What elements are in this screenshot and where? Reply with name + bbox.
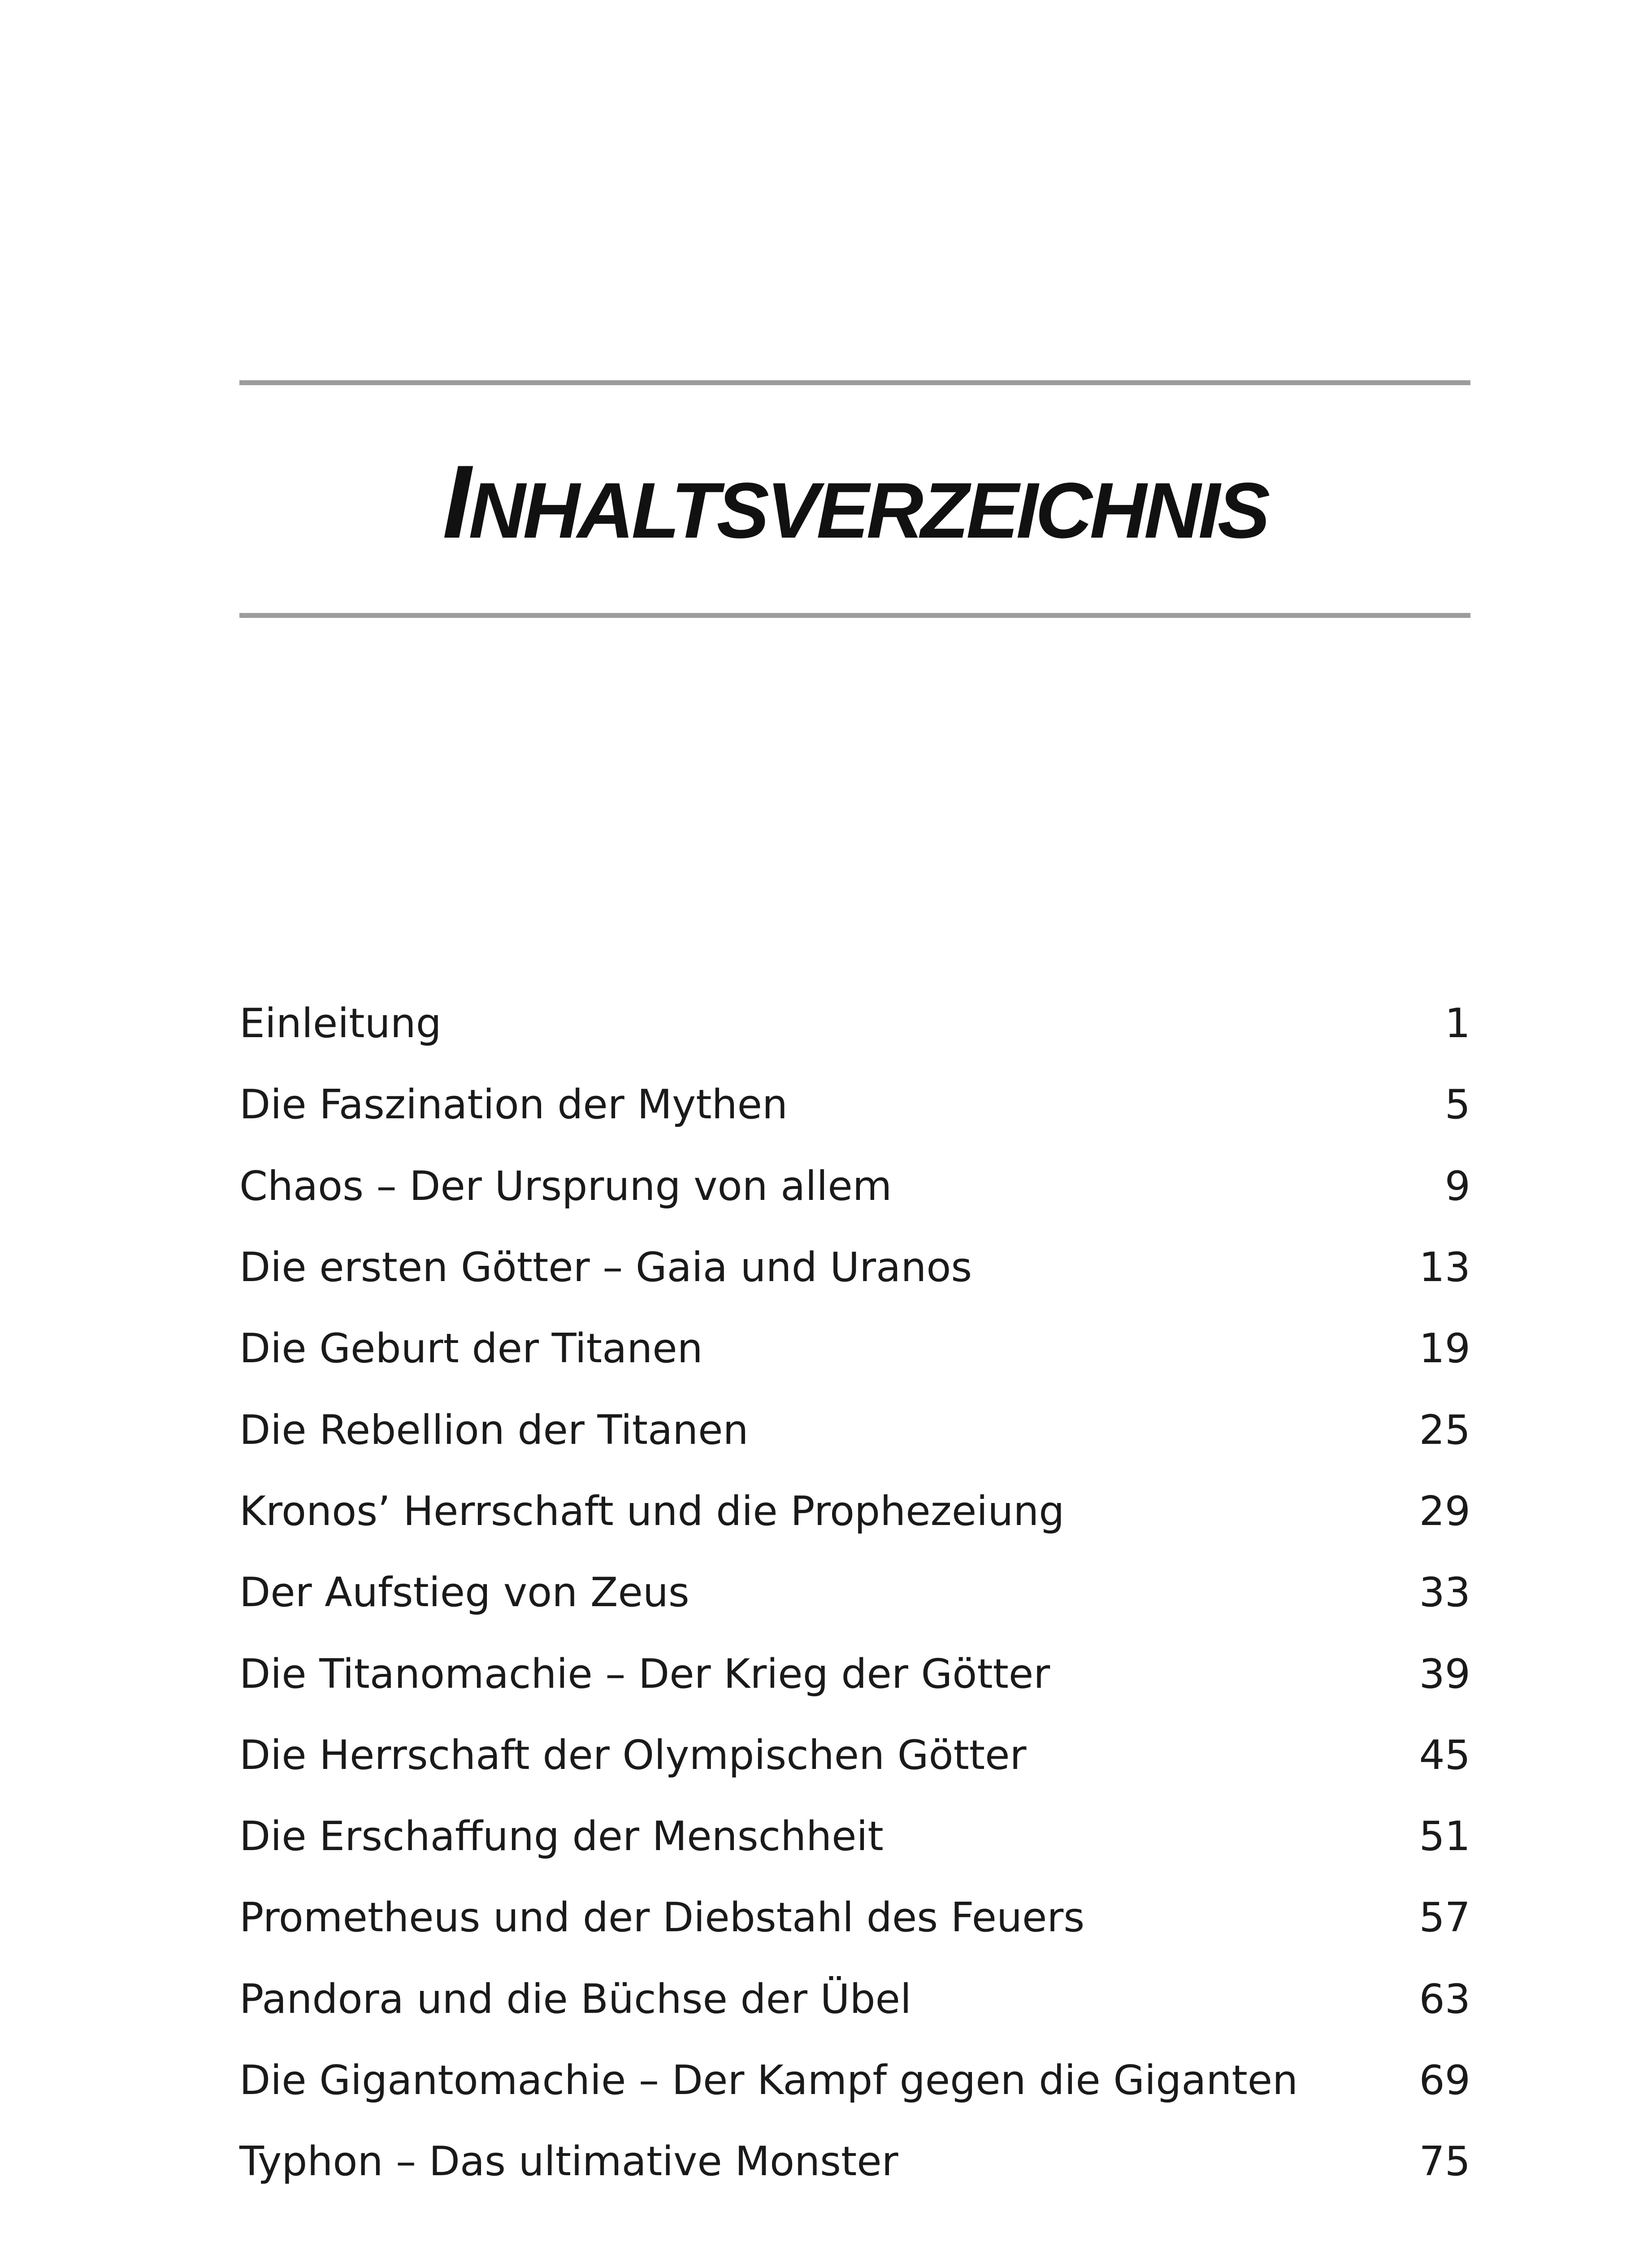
toc-entry-page: 25: [1419, 1406, 1470, 1454]
toc-entry[interactable]: [239, 1633, 1470, 1714]
toc-entry[interactable]: [239, 2121, 1470, 2202]
toc-entry-page: 45: [1419, 1731, 1470, 1779]
toc-entry-page: 19: [1419, 1325, 1470, 1373]
title-rest: NHALTSVERZEICHNIS: [468, 467, 1268, 555]
toc-entry-title: Die Herrschaft der Olympischen Götter: [239, 1731, 1027, 1779]
toc-entry-page: 13: [1419, 1244, 1470, 1291]
toc-entry-title: Pandora und die Büchse der Übel: [239, 1975, 911, 2023]
toc-entry[interactable]: [239, 1877, 1470, 1958]
toc-entry[interactable]: [239, 1146, 1470, 1227]
toc-entry-page: 9: [1444, 1162, 1470, 1210]
toc-entry-page: 51: [1419, 1813, 1470, 1860]
toc-entry[interactable]: [239, 1227, 1470, 1308]
toc-entry-title: Prometheus und der Diebstahl des Feuers: [239, 1894, 1085, 1942]
toc-entry-title: Die Rebellion der Titanen: [239, 1406, 749, 1454]
toc-entry-title: Die Faszination der Mythen: [239, 1081, 788, 1129]
toc-entry-title: Die Erschaffung der Menschheit: [239, 1813, 884, 1860]
toc-entry-page: 29: [1419, 1487, 1470, 1535]
title-initial: I: [442, 444, 469, 560]
toc-entry[interactable]: [239, 2040, 1470, 2121]
toc-entry-title: Der Aufstieg von Zeus: [239, 1569, 689, 1616]
toc-entry-title: Kronos’ Herrschaft und die Prophezeiung: [239, 1487, 1065, 1535]
top-rule: [239, 380, 1470, 385]
toc-entry-title: Die Titanomachie – Der Krieg der Götter: [239, 1650, 1050, 1698]
toc-entry-title: Typhon – Das ultimative Monster: [239, 2138, 898, 2186]
page-title: [239, 444, 1470, 594]
toc-entry[interactable]: [239, 1715, 1470, 1796]
toc-entry[interactable]: [239, 1471, 1470, 1552]
toc-entry[interactable]: [239, 1064, 1470, 1145]
table-of-contents: [239, 983, 1470, 2202]
toc-entry-title: Einleitung: [239, 1000, 442, 1047]
toc-entry-title: Die Gigantomachie – Der Kampf gegen die Giganten: [239, 2057, 1298, 2104]
toc-entry-page: 1: [1444, 1000, 1470, 1047]
toc-entry-page: 75: [1419, 2138, 1470, 2186]
toc-entry-page: 69: [1419, 2057, 1470, 2104]
toc-entry[interactable]: [239, 983, 1470, 1064]
bottom-rule: [239, 613, 1470, 618]
toc-entry-title: Chaos – Der Ursprung von allem: [239, 1162, 892, 1210]
toc-entry[interactable]: [239, 1308, 1470, 1389]
toc-entry-page: 63: [1419, 1975, 1470, 2023]
toc-entry-page: 5: [1444, 1081, 1470, 1129]
toc-entry-page: 33: [1419, 1569, 1470, 1616]
toc-entry-page: 39: [1419, 1650, 1470, 1698]
toc-entry[interactable]: [239, 1552, 1470, 1633]
toc-entry-page: 57: [1419, 1894, 1470, 1942]
toc-entry-title: Die ersten Götter – Gaia und Uranos: [239, 1244, 972, 1291]
toc-entry[interactable]: [239, 1796, 1470, 1877]
toc-entry[interactable]: [239, 1389, 1470, 1470]
toc-entry-title: Die Geburt der Titanen: [239, 1325, 703, 1373]
toc-entry[interactable]: [239, 1959, 1470, 2040]
